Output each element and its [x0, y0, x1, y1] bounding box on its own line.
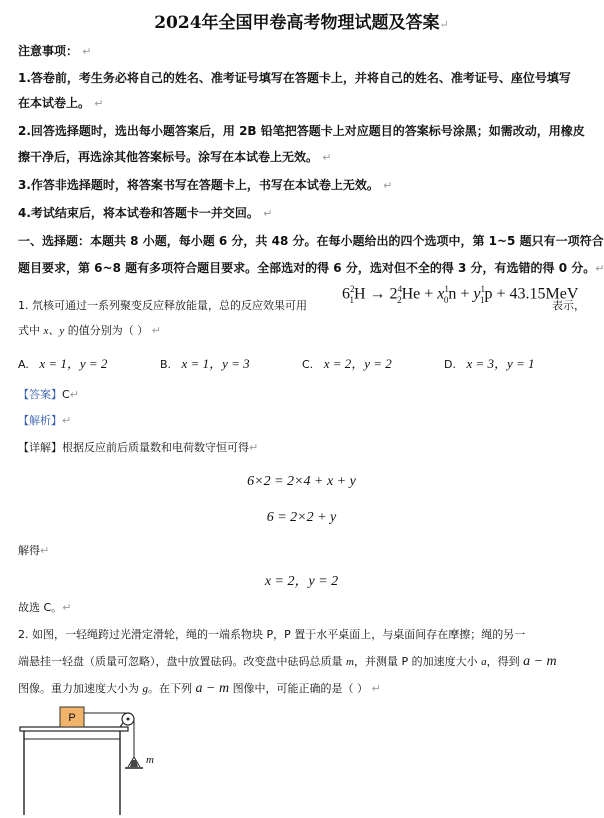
q1-option-b: B. x = 1，y = 3 — [160, 356, 250, 371]
q1-option-d: D. x = 3，y = 1 — [444, 356, 535, 371]
notice-heading: 注意事项： ↵ — [18, 44, 92, 58]
q1-equation-2: 6 = 2×2 + y — [266, 510, 337, 525]
q2-stem-cont-2: 图像。重力加速度大小为 g。在下列 a − m 图像中，可能正确的是（ ） ↵ — [18, 681, 381, 696]
notice-item-3: 3.作答非选择题时，将答案书写在答题卡上，书写在本试卷上无效。 ↵ — [18, 178, 393, 192]
notice-item-1-cont: 在本试卷上。 ↵ — [18, 96, 104, 110]
q1-reaction-equation: $6^2_1H \to 2^4_2He + x^1_0n + y^1_1p + 43.15MeV$ — [342, 284, 579, 305]
q1-stem-end: 表示， — [552, 299, 585, 312]
table-top — [20, 727, 128, 731]
notice-item-4: 4.考试结束后，将本试卷和答题卡一并交回。 ↵ — [18, 206, 273, 220]
notice-item-2: 2.回答选择题时，选出每小题答案后，用 2B 铅笔把答题卡上对应题目的答案标号涂黑；如需改动，用橡皮 — [18, 124, 585, 138]
q1-stem-cont: 式中 x、y 的值分别为（ ） ↵ — [18, 324, 161, 337]
q1-answer: 【答案】C↵ — [18, 388, 79, 401]
q2-stem: 2. 如图，一轻绳跨过光滑定滑轮，绳的一端系物块 P，P 置于水平桌面上，与桌面间存在摩擦；绳的另一 — [18, 628, 526, 641]
document-title: 2024年全国甲卷高考物理试题及答案↵ — [154, 13, 449, 33]
block-p-label: P — [68, 712, 76, 724]
q1-conclusion: 故选 C。↵ — [18, 601, 72, 614]
q1-result: x = 2，y = 2 — [264, 574, 339, 589]
q2-stem-cont: 端悬挂一轻盘（质量可忽略），盘中放置砝码。改变盘中砝码总质量 m，并测量 P 的加速度大小 a，得到 a − m — [18, 654, 557, 669]
q1-option-c: C. x = 2，y = 2 — [302, 356, 392, 371]
q1-analysis-tag: 【解析】↵ — [18, 414, 72, 427]
mass-label: m — [146, 754, 154, 766]
q1-option-a: A. x = 1，y = 2 — [18, 356, 108, 371]
notice-item-1: 1.答卷前，考生务必将自己的姓名、准考证号填写在答题卡上，并将自己的姓名、准考证号、座位号填写 — [18, 71, 571, 85]
notice-item-2-cont: 擦干净后，再选涂其他答案标号。涂写在本试卷上无效。 ↵ — [18, 150, 332, 164]
q1-stem: 1. 氘核可通过一系列聚变反应释放能量，总的反应效果可用 — [18, 299, 307, 312]
q2-pulley-figure — [18, 703, 168, 815]
section-header: 一、选择题：本题共 8 小题，每小题 6 分，共 48 分。在每小题给出的四个选项中，第 1~5 题只有一项符合 — [18, 234, 604, 248]
section-header-cont: 题目要求，第 6~8 题有多项符合题目要求。全部选对的得 6 分，选对但不全的得 3 分，有选错的得 0 分。↵ — [18, 261, 604, 275]
q1-solve-label: 解得↵ — [18, 544, 50, 557]
q1-detail: 【详解】根据反应前后质量数和电荷数守恒可得↵ — [18, 441, 259, 454]
pulley-axle — [127, 718, 130, 721]
q1-equation-1: 6×2 = 2×4 + x + y — [247, 474, 356, 489]
